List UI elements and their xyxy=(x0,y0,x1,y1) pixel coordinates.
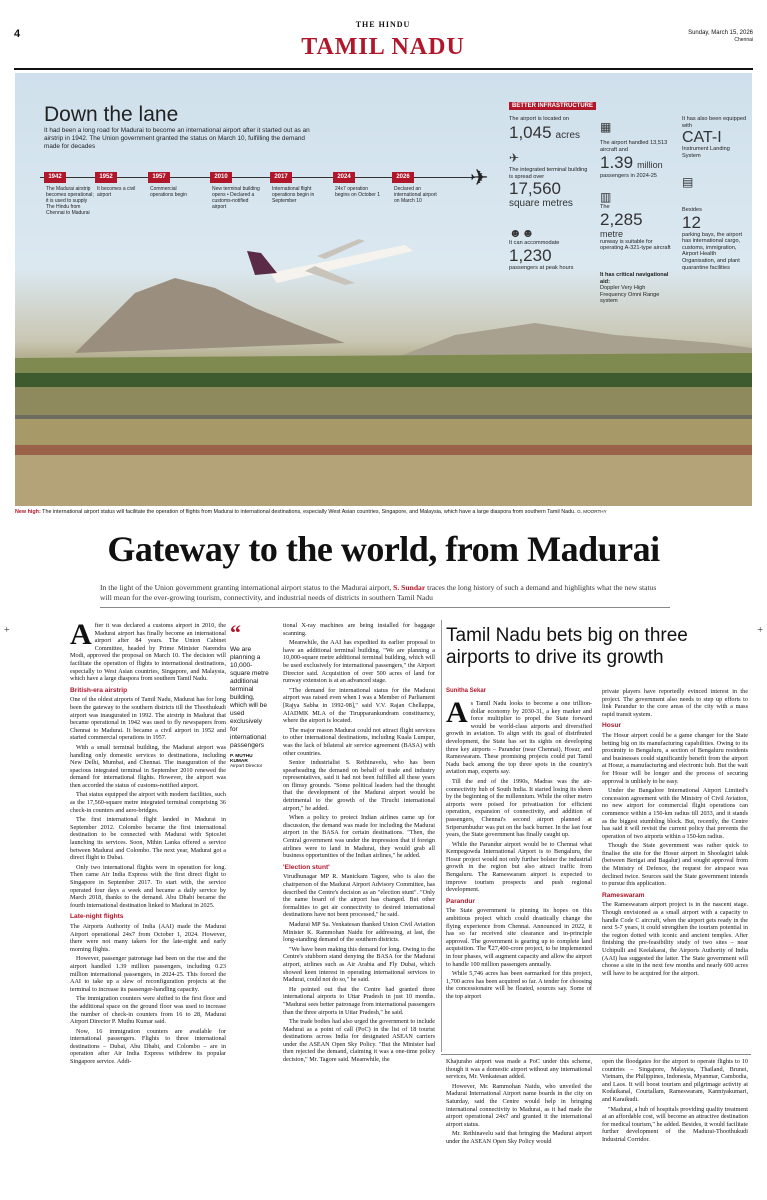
paragraph: Only two international flights were in operation for long. Then came Air India Express with the first direct flight to Singapore in September 2017. To start with, the service operated four days a week and became a daily service by March 2018, thanks to the demand. Abu Dhabi became the fourth international destination linked to Madurai in 2025. xyxy=(70,863,226,909)
luggage-icon: ▦ xyxy=(600,120,612,134)
timeline-desc: Declared an international airport on March 10 xyxy=(394,186,437,204)
paragraph: When a policy to protect Indian airlines came up for discussion, the demand was made for including the Madurai airport in the BASA for certain destinations. "Then, the Central government was under the impression that if foreign airlines were to land in Madurai, they would grab all business opportunities of the Indian airlines," he added. xyxy=(283,814,435,860)
fact-value xyxy=(509,123,589,143)
fact-terminal xyxy=(509,167,589,209)
paper-name: THE HINDU xyxy=(355,20,411,29)
paragraph: Under the Bangalore International Airport Limited's concession agreement with the Ministry of Civil Aviation, no new airport for commercial flight operations can commence within a 150-km radius till 2033, and it stands as the biggest stumbling block. But, recently, the Centre has said it will revisit the current policy that prevents the operation of two airports within a 150-km radius. xyxy=(602,787,748,840)
city-text: Chennai xyxy=(734,37,753,43)
fact-unit: square metres xyxy=(509,198,573,210)
paragraph: The Hosur airport could be a game changer for the State betting big on its manufacturing capabilities. Owing to its proximity to Bengaluru, a section of Bengaluru residents and businesses could significantly benefit from the airport at Hosur, a manufacturing and electronic hub. But the wait for Hosur will be longer and the process of securing approval is unlikely to be easy. xyxy=(602,731,748,785)
paragraph: The major reason Madurai could not attract flight services to other international destinations, including Kuala Lumpur, was the lack of bilateral air service agreement (BASA) with other countries. xyxy=(283,726,435,757)
fact-pre: The integrated terminal building is spread over xyxy=(509,167,588,180)
paragraph: The Airports Authority of India (AAI) made the Madurai Airport operational 24x7 from October 1, 2024. However, there were not many takers for the late-night and early morning flights. xyxy=(70,922,226,953)
timeline-desc: The Madurai airstrip becomes operational; it is used to supply The Hindu from Chennai to Madurai xyxy=(46,186,94,216)
dropcap: A xyxy=(70,618,92,651)
photo-credit: G. MOORTHY xyxy=(577,509,607,514)
standfirst-author: S. Sundar xyxy=(393,583,426,592)
parking-icon: ▤ xyxy=(682,175,694,189)
fact-big: 12 xyxy=(682,212,701,232)
paragraph: He pointed out that the Centre had granted three international airports to Uttar Pradesh in just 10 months. "Madurai sees better patronage from international passengers than the three airports in Uttar Pradesh," he said. xyxy=(283,985,435,1016)
graphic-intro: It had been a long road for Madurai to become an international airport after it started out as an airstrip in 1942. The Union government granted the status on March 10, fulfilling the demand made for decades xyxy=(44,127,310,150)
fact-big: 1,045 xyxy=(509,122,552,142)
side-byline: Sunitha Sekar xyxy=(446,688,487,694)
paragraph: tional X-ray machines are being installed for baggage scanning. xyxy=(283,622,435,637)
fact-pre: It can accommodate xyxy=(509,240,560,246)
caption-text: The international airport status will facilitate the operation of flights from Madurai to international destinations, especially West Asian countries, Singapore, and Malaysia, which have a large diaspora from southern Tamil Nadu. xyxy=(42,509,576,515)
paragraph: Khajuraho airport was made a PoC under this scheme, though it was a domestic airport without any international services, Mr. Venkatesan added. xyxy=(446,1058,592,1081)
paragraph: Meanwhile, the AAI has expedited its earlier proposal to have an additional terminal building. "We are planning a 10,000-square metre additional terminal building, which will be used exclusively for international passengers," the Airport Director said. Acquisition of over 500 acres of land for runway extension is at an advanced stage. xyxy=(283,639,435,685)
timeline-year: 1952 xyxy=(95,172,117,183)
subhead: Hosur xyxy=(602,722,622,730)
paragraph: The immigration counters were shifted to the first floor and the additional space on the ground floor was used to increase the number of check-in counters from 16 to 28, Madurai Airport Director P. Muthu Kumar said. xyxy=(70,995,226,1026)
header-rule xyxy=(14,68,753,70)
paragraph: However, passenger patronage had been on the rise and the airport handled 1.39 million passengers, including 0.23 million international passengers, in 2024-25. This forced the AAI to take up a slew of reconfiguration projects at the terminal to increase its passenger-handling capacity. xyxy=(70,955,226,993)
subhead: Late-night flights xyxy=(70,913,124,921)
paragraph: The trade bodies had also urged the government to include Madurai as a point of call (PoC) in the list of 18 tourist destinations across India for designated ASEAN carriers under the ASEAN Open Sky Policy. "But the Minister had then rejected the demand, claiming it was a one-time policy decision," Mr. Tagore said. Meanwhile, the xyxy=(283,1018,435,1064)
fact-big: 2,285 xyxy=(600,209,643,229)
fact-post: parking bays, the airport has international cargo, customs, immigration, Airport Health Organisation, and plant quarantine facilities xyxy=(682,231,743,271)
fact-peak xyxy=(509,240,589,271)
paragraph: The State government is pinning its hopes on this ambitious project which could drastically change the flying experience from Chennai. Announced in 2022, it has so far received site clearance and in-principle approval. The government is gearing up to complete land acquisition. The ₹27,400-crore project, to be implemented in four phases, will augment capacity and allow the airport to handle 100 million passengers annually. xyxy=(446,907,592,968)
fact-big: 17,560 xyxy=(509,179,561,199)
standfirst-b: traces the long history of such a demand and highlights what the new status will mean for the ever-growing tourism, connectivity, and industrial needs of districts in southern Tamil Nadu xyxy=(100,583,657,602)
timeline-year: 2017 xyxy=(270,172,292,183)
paragraph: open the floodgates for the airport to operate flights to 10 countries – Singapore, Malaysia, Thailand, Brunei, Vietnam, the Philippines, Indonesia, Myanmar, Cambodia, and Laos. It will boost tourism and pilgrimage activity at Kodaikanal, Courtallam, Rameswaram, Kanniyakumari, and Karaikudi. xyxy=(602,1058,748,1103)
quote-icon: “ xyxy=(230,620,241,645)
paragraph: Virudhunagar MP R. Manickam Tagore, who is also the chairperson of the Madurai Airport Advisory Committee, has described the Centre's decision as an "election stunt". "Only the name board of the airport has changed. But other formalities to get air connectivity to desired international destinations have not been processed," he said. xyxy=(283,873,435,919)
crop-mark-right: + xyxy=(757,625,763,636)
graphic-title: Down the lane xyxy=(44,103,179,126)
timeline-desc: New terminal building opens • Declared a customs-notified airport xyxy=(212,186,260,210)
fact-pre: The airport handled 13,513 aircraft and xyxy=(600,140,668,153)
main-col-2 xyxy=(283,622,435,1066)
dropcap: A xyxy=(446,696,468,729)
continued-col-3 xyxy=(446,1058,592,1148)
paragraph: "We have been making this demand for long. Owing to the Centre's stubborn stand denying the BASA for the Madurai airport, airlines such as Air Arabia and Fly Dubai, which showed keen interest in operating international services to Madurai, could not do so," he said. xyxy=(283,945,435,984)
runway-icon: ▥ xyxy=(600,190,612,204)
fact-post: Instrument Landing System xyxy=(682,146,730,159)
standfirst-rule xyxy=(100,607,670,608)
paragraph: Till the end of the 1990s, Madras was the air-connectivity hub of South India. It started losing its sheen by the beginning of the millennium. While the other metro airports were poised for privatisation for efficient operation, expansion of connectivity, and addition of passengers, Chennai's second airport planned at Sriperumbudur was put on the back burner. In the last four years, the State government has finally caught up. xyxy=(446,777,592,839)
timeline-desc: 24x7 operation begins on October 1 xyxy=(335,186,381,198)
continued-col-4 xyxy=(602,1058,748,1146)
fact-unit: metre xyxy=(600,228,624,239)
paragraph: With a small terminal building, the Madurai airport was handling only domestic services to destinations, including New Delhi, Mumbai, and Chennai. The inauguration of the spacious integrated terminal in September 2010 renewed the demand for international flights. However, the airport was then accorded the status of customs-notified airport. xyxy=(70,743,226,789)
timeline-desc: Commercial operations begin xyxy=(150,186,187,198)
subhead: Rameswaram xyxy=(602,891,645,899)
side-bottom-rule xyxy=(441,1054,751,1055)
fact-pre: The xyxy=(600,204,610,210)
photo-caption xyxy=(15,508,752,516)
paragraph: Senior industrialist S. Rethinavelu, who has been spearheading the demand on behalf of trade and industry representatives, said it had not been fulfilled all these years on flimsy grounds. "Some political leaders had the thought that the development of the Madurai airport would be detrimental to the growth of the Tiruchi international airport," he added. xyxy=(283,759,435,812)
paragraph: While the Parandur airport would be to Chennai what Kempegowda International Airport is to Bengaluru, the Hosur project would not only further bolster the industrial growth in the region but also attract traffic from Bengaluru. The Rameswaram airport is expected to improve tourism prospects and push regional development. xyxy=(446,840,592,894)
timeline-desc: It becomes a civil airport xyxy=(97,186,136,198)
date-text: Sunday, March 15, 2026 xyxy=(688,30,753,36)
caption-label: New high: xyxy=(15,509,41,515)
timeline-desc: International flight operations begin in September xyxy=(272,186,315,204)
timeline-year: 2010 xyxy=(210,172,232,183)
timeline-year: 2026 xyxy=(392,172,414,183)
paragraph: s Tamil Nadu looks to become a one trillion-dollar economy by 2030-31, a key marker and force multiplier to propel the State forward would be world-class airports and diversified growth in aviation. To align with its goal of distributed development, the State has set its sights on developing three key airports – Parandur (near Chennai), Hosur, and Rameswaram. These promising projects could put Tamil Nadu back among the top three spots in the country's aviation map, experts say. xyxy=(446,700,592,776)
standfirst xyxy=(100,583,670,603)
fact-handled xyxy=(600,140,675,180)
fact-pre: It has also been equipped with xyxy=(682,116,747,129)
fact-pre: It has critical navigational aid: xyxy=(600,272,669,285)
paragraph: That status equipped the airport with modern facilities, such as the 17,560-square metre integrated terminal comprising 36 check-in counters and aero-bridges. xyxy=(70,791,226,814)
fact-big: CAT-I xyxy=(682,129,722,147)
fact-pre: The airport is located on xyxy=(509,116,570,122)
subhead: British-era airstrip xyxy=(70,686,128,694)
side-col-1 xyxy=(446,696,592,1003)
timeline-year: 2024 xyxy=(333,172,355,183)
paragraph: "The demand for international status for the Madurai airport was raised even when I was a Member of Parliament [Rajya Sabha in 1992-98]," said V.V. Rajan Chellappa, AIADMK MLA of the Tirupparankundram constituency, where the airport is located. xyxy=(283,686,435,725)
paragraph: One of the oldest airports of Tamil Nadu, Madurai has for long been the gateway to the southern districts till the Thoothukudi airport was inaugurated in 1992. The airstrip in Madurai that became operational in 1942 was used to fly newspapers from Chennai to Madurai. It became a civil airport in 1952 and started commercial operations in 1957. xyxy=(70,696,226,742)
infra-tag: BETTER INFRASTRUCTURE xyxy=(509,102,596,110)
pull-quote xyxy=(230,620,270,769)
fact-unit: million xyxy=(637,160,663,171)
issue-date xyxy=(688,30,753,44)
paragraph: The Rameswaram airport project is in the nascent stage. Though envisioned as a small airport with a capacity to handle Code C aircraft, when the airport gets ready in the next 5-7 years, it could strengthen the tourism potential in the region dotted with iconic and ancient temples. After finishing the pre-feasibility study of two sites – near Uchipulli and Keelakarai, the Airports Authority of India (AAI) has suggested the latter. The State government will choose a site in the next few months and nearly 600 acres will have to be acquired for the airport. xyxy=(602,901,748,977)
fact-unit: acres xyxy=(555,129,580,141)
fact-pre: Besides xyxy=(682,207,702,213)
quote-text: We are planning a 10,000-square metre additional terminal building, which will be used exclusively for international passengers xyxy=(230,646,269,749)
airplane-icon: ✈ xyxy=(509,151,520,165)
fact-runway xyxy=(600,204,675,252)
paragraph: fter it was declared a customs airport in 2010, the Madurai airport has finally become an international airport after 84 years. The Union Cabinet Committee, headed by Prime Minister Narendra Modi, approved the proposal on March 10. The decision will facilitate the operation of flights to international destinations, especially to West Asian countries, Singapore, and Malaysia, which have a large diaspora from southern Tamil Nadu. xyxy=(70,622,226,683)
subhead: Parandur xyxy=(446,897,475,905)
section-title: TAMIL NADU xyxy=(301,34,465,60)
page-number: 4 xyxy=(14,28,21,40)
fact-big: 1,230 xyxy=(509,245,552,265)
passengers-icon: ☻☻ xyxy=(509,226,535,240)
quote-name: P. MUTHU KUMAR xyxy=(230,754,253,764)
fact-area xyxy=(509,116,589,143)
paragraph: Though the State government was rather quick to finalise the site for the Hosur airport in Shoolagiri taluk (between Berigai and Bagalur) and sought approval from the Ministry of Defence, the request for airspace was declined twice. Sources said the State government intends to pursue this application. xyxy=(602,842,748,888)
side-col-2 xyxy=(602,688,748,979)
timeline-year: 1942 xyxy=(44,172,66,183)
paragraph: While 5,746 acres has been earmarked for this project, 1,700 acres has been acquired so far. A tender for choosing the concessionaire will be floated, sources say. Some of the top airport xyxy=(446,970,592,1000)
main-headline: Gateway to the world, from Madurai xyxy=(107,529,660,569)
quote-role: Airport Director xyxy=(230,764,263,769)
subhead: 'Election stunt' xyxy=(283,863,330,871)
paragraph: private players have reportedly evinced interest in the project. The government also needs to step up efforts to link Parandur to the core areas of the city with a mass rapid transit system. xyxy=(602,688,748,718)
paragraph: However, Mr. Rammohan Naidu, who unveiled the Madurai International Airport name boards in the city on Saturday, said the Centre would help in bringing international connectivity to Madurai, as it had made the airport operational 24x7 and granted it the international airport status. xyxy=(446,1082,592,1128)
fact-post: passengers in 2024-25 xyxy=(600,173,657,180)
timeline-year: 1957 xyxy=(148,172,170,183)
fact-nav xyxy=(600,272,670,305)
timeline-plane-icon: ✈ xyxy=(470,165,489,190)
fact-ils xyxy=(682,116,750,159)
paragraph: The first international flight landed in Madurai in September 2012. Colombo became the first international destination to be connected with Madurai with SpiceJet launching its services. Soon, Mihin Lanka offered a service between Madurai and Colombo. The next year, Madurai got a direct flight to Dubai. xyxy=(70,816,226,862)
standfirst-a: In the light of the Union government granting international airport status to the Madurai airport, xyxy=(100,583,392,592)
paragraph: "Madurai, a hub of hospitals providing quality treatment at an affordable cost, will become an attractive destination for medical tourism," he added. Besides, it would facilitate further development of the Madurai-Thoothukudi Industrial Corridor. xyxy=(602,1105,748,1143)
fact-post: Doppler Very High Frequency Omni Range system xyxy=(600,285,660,305)
crop-mark-left: + xyxy=(4,625,10,636)
fact-big: 1.39 xyxy=(600,153,634,173)
fact-parking xyxy=(682,207,750,271)
side-headline: Tamil Nadu bets big on three airports to drive its growth xyxy=(446,625,688,668)
main-col-1 xyxy=(70,618,226,1068)
fact-post: runway is suitable for operating A-321-type aircraft xyxy=(600,238,671,252)
paragraph: Madurai MP Su. Venkatesan thanked Union Civil Aviation Minister K. Rammohan Naidu for addressing, at last, the long-standing demand of the southern districts. xyxy=(283,920,435,944)
fact-post: passengers at peak hours xyxy=(509,264,574,271)
paragraph: Mr. Rethinavelu said that bringing the Madurai airport under the ASEAN Open Sky Policy would xyxy=(446,1130,592,1145)
paragraph: Now, 16 immigration counters are available for international passengers. Flights to three international destinations – Dubai, Abu Dhabi, and Colombo – are in operation after Air India Express withdrew its popular Singapore service. Addi- xyxy=(70,1027,226,1066)
